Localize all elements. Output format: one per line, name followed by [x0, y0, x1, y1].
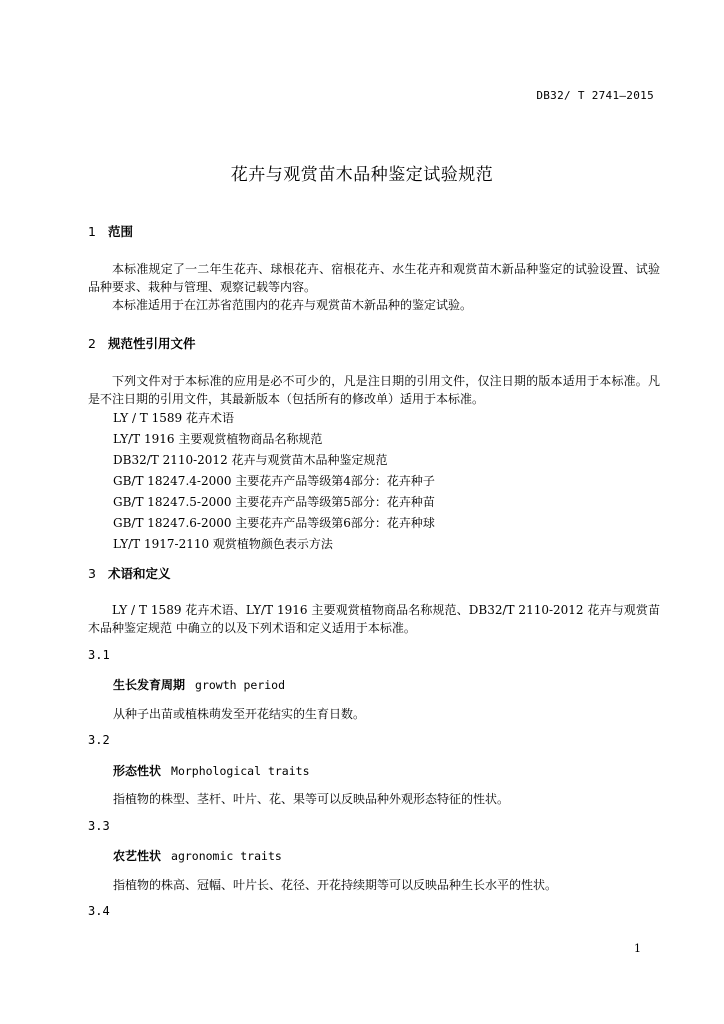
- reference-item: GB/T 18247.5-2000 主要花卉产品等级第5部分：花卉种苗: [113, 495, 435, 509]
- standard-code: DB32/ T 2741—2015: [536, 89, 654, 102]
- term-name-en: growth period: [195, 678, 286, 692]
- term-definition: 指植物的株型、茎杆、叶片、花、果等可以反映品种外观形态特征的性状。: [113, 792, 510, 806]
- reference-item: LY/T 1917-2110 观赏植物颜色表示方法: [113, 537, 333, 551]
- section-heading-normative-references: [88, 334, 196, 352]
- term-name: [113, 762, 310, 779]
- term-name: [113, 676, 285, 693]
- section-number: 1: [88, 224, 96, 239]
- term-definition: 指植物的株高、冠幅、叶片长、花径、开花持续期等可以反映品种生长水平的性状。: [113, 878, 558, 892]
- term-number: 3.1: [88, 648, 110, 662]
- reference-item: GB/T 18247.6-2000 主要花卉产品等级第6部分：花卉种球: [113, 516, 435, 530]
- reference-item: LY / T 1589 花卉术语: [113, 411, 234, 425]
- reference-item: LY/T 1916 主要观赏植物商品名称规范: [113, 432, 323, 446]
- term-name-en: Morphological traits: [171, 764, 310, 778]
- section-title: 范围: [108, 224, 134, 239]
- term-name: [113, 847, 282, 864]
- reference-item: GB/T 18247.4-2000 主要花卉产品等级第4部分：花卉种子: [113, 474, 435, 488]
- section-heading-scope: [88, 222, 133, 240]
- section-heading-terms: [88, 564, 171, 582]
- term-number: 3.3: [88, 819, 110, 833]
- term-name-en: agronomic traits: [171, 849, 282, 863]
- term-number: 3.2: [88, 733, 110, 747]
- term-name-zh: 形态性状: [113, 764, 162, 778]
- document-title: 花卉与观赏苗木品种鉴定试验规范: [230, 165, 494, 185]
- section-title: 规范性引用文件: [108, 336, 196, 351]
- scope-paragraph-2: 本标准适用于在江苏省范围内的花卉与观赏苗木新品种的鉴定试验。: [112, 298, 473, 312]
- section-number: 2: [88, 336, 96, 351]
- term-number: 3.4: [88, 904, 110, 918]
- section-title: 术语和定义: [108, 566, 171, 581]
- scope-paragraph-1: 本标准规定了一二年生花卉、球根花卉、宿根花卉、水生花卉和观赏苗木新品种鉴定的试验设置、试验品种要求、栽种与管理、观察记载等内容。: [88, 262, 660, 294]
- term-definition: 从种子出苗或植株萌发至开花结实的生育日数。: [113, 707, 366, 721]
- reference-item: DB32/T 2110-2012 花卉与观赏苗木品种鉴定规范: [113, 453, 388, 467]
- term-name-zh: 生长发育周期: [113, 678, 186, 692]
- references-intro: 下列文件对于本标准的应用是必不可少的，凡是注日期的引用文件，仅注日期的版本适用于本标准。凡是不注日期的引用文件，其最新版本（包括所有的修改单）适用于本标准。: [88, 374, 660, 406]
- section-number: 3: [88, 566, 96, 581]
- terms-intro: LY / T 1589 花卉术语、LY/T 1916 主要观赏植物商品名称规范、DB32/T 2110-2012 花卉与观赏苗木品种鉴定规范 中确立的以及下列术语和定义适用于本标准。: [88, 603, 660, 635]
- term-name-zh: 农艺性状: [113, 849, 162, 863]
- page-number: 1: [634, 942, 641, 955]
